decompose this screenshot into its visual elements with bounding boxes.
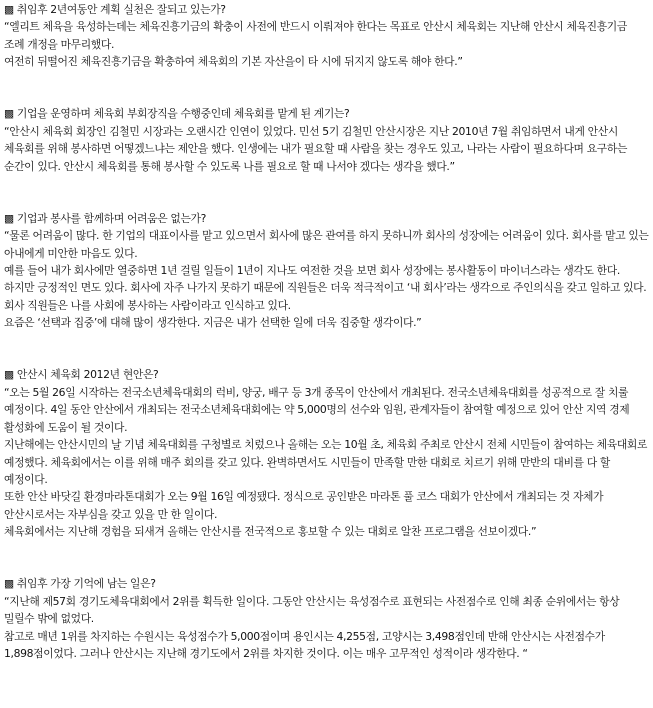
answer-paragraph: 하지만 긍정적인 면도 있다. 회사에 자주 나가지 못하기 때문에 직원들은 더욱 적극적이고 ‘내 회사’라는 생각으로 주인의식을 갖고 일하고 있다. 회사 직원들은 나를 사회에 봉사하는 사람이라고 인식하고 있다. — [4, 281, 647, 312]
section-spacer — [4, 71, 649, 106]
section-spacer — [4, 332, 649, 367]
question-heading: ▩ 취임후 가장 기억에 남는 일은? — [4, 577, 156, 591]
answer-paragraph: 예를 들어 내가 회사에만 열중하면 1년 걸릴 일들이 1년이 지나도 여전한 것을 보면 회사 성장에는 봉사활동이 마이너스라는 생각도 한다. — [4, 264, 620, 278]
section-spacer — [4, 541, 649, 576]
qa-section-3 — [4, 210, 649, 332]
answer-paragraph: “지난해 제57회 경기도체육대회에서 2위를 획득한 일이다. 그동안 안산시는 육성점수로 표현되는 사전점수로 인해 최종 순위에서는 항상 밀릴수 밖에 없었다. — [4, 594, 620, 626]
answer-paragraph: 또한 안산 바닷길 환경마라톤대회가 오는 9월 16일 예정됐다. 정식으로 공인받은 마라톤 풀 코스 대회가 안산에서 개최되는 것 자체가 안산시로서는 자부심을 갖고 있을 만 한 일이다. — [4, 490, 604, 521]
answer-paragraph: “엘리트 체육을 육성하는데는 체육진흥기금의 확충이 사전에 반드시 이뤄져야 한다는 목표로 안산시 체육회는 지난해 안산시 체육진흥기금 조례 개정을 마무리했다. — [4, 20, 627, 51]
qa-section-5 — [4, 575, 649, 662]
answer-paragraph: 지난해에는 안산시민의 날 기념 체육대회를 구청별로 치렀으나 올해는 오는 10월 초, 체육회 주최로 안산시 전체 시민들이 참여하는 체육대회로 예정했다. 체육회에서는 이를 위해 매주 회의를 갖고 있다. 완벽하면서도 시민들이 만족할 만한 대회로 치르기 위해 만반의 대비를 다 할 예정이다. — [4, 438, 648, 486]
answer-paragraph: 체육회에서는 지난해 경험을 되새겨 올해는 안산시를 전국적으로 홍보할 수 있는 대회로 알찬 프로그램을 선보이겠다.” — [4, 525, 537, 539]
answer-paragraph: 요즘은 ‘선택과 집중’에 대해 많이 생각한다. 지금은 내가 선택한 일에 더욱 집중할 생각이다.” — [4, 316, 422, 330]
qa-section-1 — [4, 1, 649, 71]
answer-paragraph: “물론 어려움이 많다. 한 기업의 대표이사를 맡고 있으면서 회사에 많은 관여를 하지 못하니까 회사의 성장에는 어려움이 있다. 회사를 맡고 있는 아내에게 미안한 마음도 있다. — [4, 229, 649, 260]
question-heading: ▩ 기업과 봉사를 함께하며 어려움은 없는가? — [4, 211, 206, 225]
answer-paragraph: 여전히 뒤떨어진 체육진흥기금을 확충하여 체육회의 기본 자산을이 타 시에 뒤지지 않도록 해야 한다.” — [4, 55, 463, 69]
qa-section-2 — [4, 105, 649, 175]
answer-paragraph: “안산시 체육회 회장인 김철민 시장과는 오랜시간 인연이 있었다. 민선 5기 김철민 안산시장은 지난 2010년 7월 취임하면서 내게 안산시 체육회를 위해 봉사하면 어떻겠느냐는 제안을 했다. 인생에는 내가 필요할 때 사람을 찾는 경우도 있고, 나라는 사람이 필요하다며 요구하는 순간이 있다. 안산시 체육회를 통해 봉사할 수 있도록 나를 필요로 할 때 나서야 겠다는 생각을 했다.” — [4, 124, 628, 173]
qa-section-4 — [4, 366, 649, 540]
section-spacer — [4, 175, 649, 210]
question-heading: ▩ 기업을 운영하며 체육회 부회장직을 수행중인데 체육회를 맡게 된 계기는? — [4, 107, 350, 121]
question-heading: ▩ 안산시 체육회 2012년 현안은? — [4, 368, 159, 382]
answer-paragraph: “오는 5월 26일 시작하는 전국소년체육대회의 럭비, 양궁, 배구 등 3개 종목이 안산에서 개최된다. 전국소년체육대회를 성공적으로 잘 치룰 예정이다. 4일 동안 안산에서 개최되는 전국소년체육대회에는 약 5,000명의 선수와 임원, 관계자들이 참여할 예정으로 있어 안산 지역 경제 활성화에 도움이 될 것이다. — [4, 385, 630, 434]
question-heading: ▩ 취임후 2년여동안 계획 실천은 잘되고 있는가? — [4, 3, 226, 16]
answer-paragraph: 참고로 매년 1위를 차지하는 수원시는 육성점수가 5,000점이며 용인시는 4,255점, 고양시는 3,498점인데 반해 안산시는 사전점수가 1,898점이었다. 그러나 안산시는 지난해 경기도에서 2위를 차지한 것이다. 이는 매우 고무적인 성적이라 생각한다. “ — [4, 629, 605, 660]
